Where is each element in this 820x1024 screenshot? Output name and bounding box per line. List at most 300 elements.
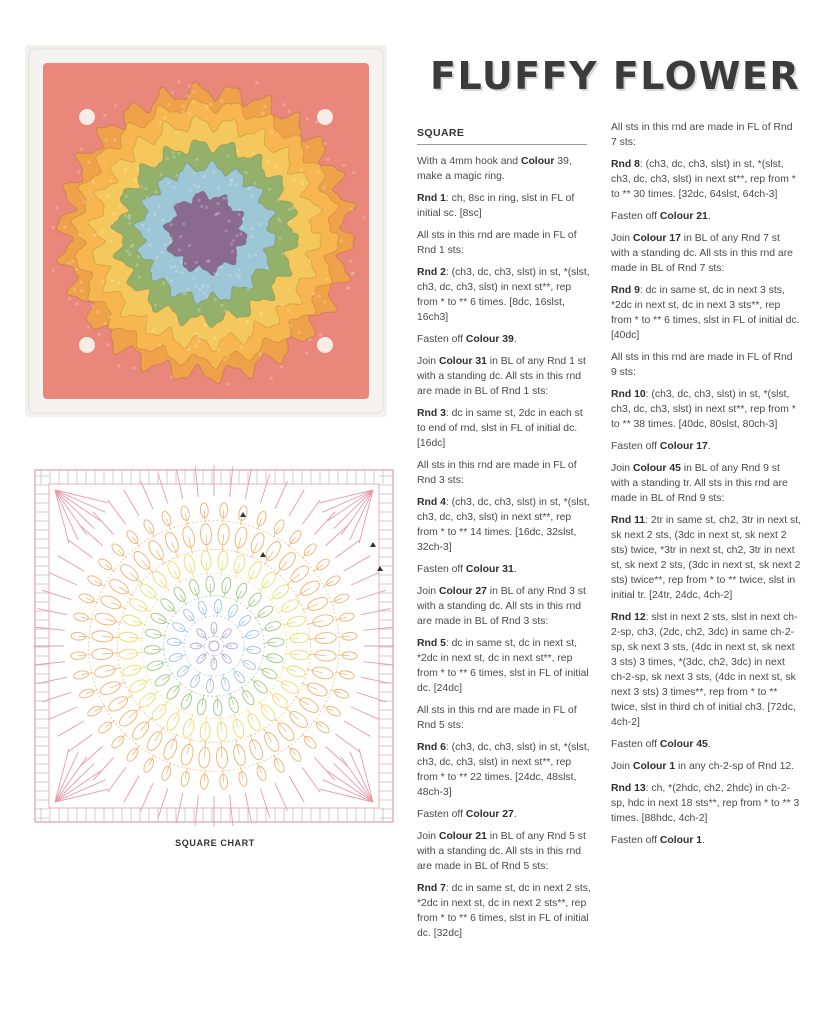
- yarn-texture: [247, 288, 250, 291]
- post-stitch: [105, 619, 122, 623]
- round-label: Rnd 8: [611, 159, 640, 170]
- post-stitch: [220, 633, 226, 639]
- post-stitch: [260, 626, 272, 630]
- text: : (ch3, dc, ch3, slst) in st, *(slst, ch3, dc, ch3, slst) in next st**, rep from * to ** 6 times. [8dc, 16slst, 16ch3]: [417, 267, 590, 323]
- yarn-texture: [182, 105, 185, 108]
- fan-stitch: [302, 500, 320, 525]
- yarn-texture: [308, 259, 311, 262]
- start-marker: [377, 566, 383, 571]
- yarn-texture: [175, 131, 178, 134]
- petal-stitch: [247, 646, 261, 654]
- yarn-texture: [230, 242, 233, 245]
- yarn-texture: [141, 224, 144, 227]
- yarn-texture: [238, 276, 241, 279]
- yarn-texture: [189, 189, 192, 192]
- petal-stitch: [200, 503, 209, 518]
- post-stitch: [230, 692, 234, 704]
- fan-stitch: [34, 662, 64, 665]
- post-stitch: [205, 717, 207, 732]
- fan-stitch: [158, 789, 167, 818]
- petal-stitch: [180, 505, 191, 521]
- post-stitch: [263, 642, 276, 643]
- instructions-column-1: [417, 126, 593, 948]
- petal-stitch: [91, 630, 113, 643]
- yarn-texture: [213, 272, 216, 275]
- yarn-texture: [187, 288, 190, 291]
- fan-stitch: [93, 757, 113, 780]
- yarn-texture: [117, 282, 120, 285]
- post-stitch: [128, 653, 143, 654]
- yarn-texture: [281, 304, 284, 307]
- text: .: [707, 211, 711, 222]
- yarn-texture: [162, 282, 165, 285]
- yarn-texture: [248, 187, 251, 190]
- fan-stitch: [357, 590, 386, 599]
- yarn-texture: [206, 260, 209, 263]
- post-stitch: [275, 719, 286, 732]
- text: Fasten off: [611, 211, 660, 222]
- yarn-texture: [77, 170, 80, 173]
- yarn-texture: [103, 114, 106, 117]
- petal-stitch: [271, 582, 291, 601]
- fan-stitch: [141, 481, 153, 509]
- post-stitch: [335, 672, 347, 675]
- yarn-texture: [107, 343, 110, 346]
- petal-stitch: [217, 551, 228, 570]
- fan-stitch: [42, 692, 71, 701]
- post-stitch: [132, 745, 139, 755]
- yarn-texture: [231, 250, 234, 253]
- fan-stitch: [344, 556, 371, 571]
- yarn-texture: [188, 244, 191, 247]
- post-stitch: [189, 537, 193, 554]
- yarn-texture: [87, 325, 90, 328]
- post-stitch: [221, 560, 223, 575]
- yarn-texture: [235, 183, 238, 186]
- text: Fasten off: [611, 835, 660, 846]
- yarn-texture: [220, 99, 223, 102]
- yarn-texture: [254, 254, 257, 257]
- post-stitch: [118, 734, 126, 742]
- text: Join: [417, 586, 439, 597]
- petal-stitch: [232, 670, 246, 685]
- yarn-texture: [155, 256, 158, 259]
- post-stitch: [155, 727, 164, 741]
- yarn-texture: [78, 234, 81, 237]
- yarn-texture: [246, 320, 249, 323]
- square-chart: [25, 460, 403, 832]
- text: Join: [611, 233, 633, 244]
- text: Fasten off: [417, 564, 466, 575]
- text: All sts in this rnd are made in FL of Rnd 1 sts:: [417, 230, 577, 256]
- yarn-texture: [266, 160, 269, 163]
- post-stitch: [128, 637, 143, 639]
- post-stitch: [259, 580, 269, 592]
- yarn-texture: [163, 116, 166, 119]
- petal-stitch: [200, 551, 211, 570]
- bold-text: Colour 45: [659, 739, 708, 750]
- instruction-paragraph: [417, 636, 593, 696]
- petal-stitch: [287, 708, 310, 730]
- post-stitch: [309, 654, 326, 655]
- petal-stitch: [71, 651, 86, 660]
- petal-stitch: [142, 757, 156, 774]
- post-stitch: [148, 591, 160, 601]
- yarn-texture: [104, 138, 107, 141]
- yarn-texture: [110, 239, 113, 242]
- post-stitch: [129, 573, 142, 584]
- petal-stitch: [257, 604, 275, 620]
- yarn-texture: [152, 329, 155, 332]
- yarn-texture: [164, 243, 167, 246]
- post-stitch: [102, 636, 119, 637]
- post-stitch: [223, 510, 224, 522]
- yarn-texture: [238, 208, 241, 211]
- round-label: Rnd 2: [417, 267, 446, 278]
- post-stitch: [160, 579, 169, 591]
- yarn-texture: [188, 112, 191, 115]
- yarn-texture: [101, 279, 104, 282]
- text: in any ch-2-sp of Rnd 12.: [675, 761, 795, 772]
- yarn-texture: [237, 213, 240, 216]
- yarn-texture: [229, 183, 232, 186]
- yarn-texture: [124, 214, 127, 217]
- post-stitch: [282, 667, 296, 671]
- yarn-texture: [172, 186, 175, 189]
- ring-guide: [164, 596, 265, 697]
- post-stitch: [204, 741, 205, 758]
- yarn-texture: [111, 279, 114, 282]
- text: : (ch3, dc, ch3, slst) in st, *(slst, ch3, dc, ch3, slst) in next st**, rep from * to ** 30 times. [32dc, 64slst, 64ch-3]: [611, 159, 796, 200]
- text: : dc in same st, dc in next 3 sts, *2dc in next st, dc in next 3 sts**, rep from * to ** 6 times, slst in FL of initial dc. [40dc]: [611, 285, 800, 341]
- yarn-texture: [111, 222, 114, 225]
- yarn-texture: [323, 300, 326, 303]
- post-stitch: [262, 656, 275, 659]
- post-stitch: [141, 718, 152, 731]
- post-stitch: [285, 638, 300, 639]
- post-stitch: [185, 513, 188, 525]
- yarn-texture: [124, 168, 127, 171]
- yarn-texture: [51, 226, 54, 229]
- text: : dc in same st, 2dc in each st to end of rnd, slst in FL of initial dc. [16dc]: [417, 408, 583, 449]
- instruction-paragraph: [611, 209, 801, 224]
- yarn-texture: [180, 260, 183, 263]
- post-stitch: [153, 634, 166, 637]
- yarn-texture: [198, 308, 201, 311]
- yarn-texture: [268, 188, 271, 191]
- instruction-paragraph: [611, 513, 801, 603]
- yarn-texture: [260, 312, 263, 315]
- yarn-texture: [55, 207, 58, 210]
- corner-fan-stitch: [334, 763, 373, 802]
- petal-stitch: [94, 611, 117, 627]
- fan-stitch: [49, 573, 77, 585]
- yarn-texture: [129, 245, 132, 248]
- fan-stitch: [80, 746, 103, 766]
- petal-stitch: [86, 704, 103, 718]
- yarn-texture: [171, 91, 174, 94]
- text: : (ch3, dc, ch3, slst) in st, *(slst, ch3, dc, ch3, slst) in next st**, rep from * to ** 14 times. [16dc, 32slst, 32ch-3]: [417, 497, 590, 553]
- fan-stitch: [68, 540, 93, 558]
- post-stitch: [119, 587, 133, 596]
- yarn-texture: [177, 80, 180, 83]
- petal-stitch: [200, 523, 212, 545]
- text: in BL of any Rnd 3 st with a standing dc. All sts in this rnd are made in BL of Rnd 3 sts:: [417, 586, 586, 627]
- text: All sts in this rnd are made in FL of Rnd 3 sts:: [417, 460, 577, 486]
- yarn-texture: [195, 345, 198, 348]
- yarn-texture: [305, 351, 308, 354]
- petal-stitch: [305, 680, 329, 698]
- yarn-texture: [248, 254, 251, 257]
- petal-stitch: [71, 632, 86, 641]
- post-stitch: [338, 655, 350, 656]
- instruction-paragraph: [417, 562, 593, 577]
- post-stitch: [81, 672, 93, 675]
- bold-text: Colour 31: [438, 356, 487, 367]
- post-stitch: [202, 608, 205, 619]
- petal-stitch: [196, 698, 207, 715]
- yarn-texture: [263, 105, 266, 108]
- petal-stitch: [206, 679, 214, 693]
- bold-text: Colour 17: [632, 233, 681, 244]
- yarn-texture: [192, 194, 195, 197]
- yarn-texture: [203, 175, 206, 178]
- text: : 2tr in same st, ch2, 3tr in next st, sk next 2 sts, (3dc in next st, sk next 2 sts) twice, *3tr in next st, ch2, 3tr in next st, sk next 2 sts, (3dc in next st, sk next 2 sts) twice**, rep from * to ** twice, slst in initial tr. [24tr, 24dc, 4ch-2]: [611, 515, 801, 601]
- petal-stitch: [137, 691, 157, 710]
- yarn-texture: [214, 213, 217, 216]
- yarn-texture: [184, 262, 187, 265]
- yarn-texture: [278, 237, 281, 240]
- post-stitch: [147, 691, 159, 700]
- yarn-texture: [117, 364, 120, 367]
- yarn-texture: [169, 236, 172, 239]
- yarn-texture: [223, 358, 226, 361]
- yarn-texture: [217, 186, 220, 189]
- ring-guide: [142, 574, 287, 719]
- fan-stitch: [93, 512, 113, 535]
- post-stitch: [217, 606, 218, 617]
- yarn-texture: [324, 142, 327, 145]
- round-label: Rnd 12: [611, 612, 646, 623]
- instruction-paragraph: [417, 703, 593, 733]
- petal-stitch: [286, 664, 307, 679]
- yarn-texture: [110, 179, 113, 182]
- bold-text: Colour 1: [632, 761, 676, 772]
- post-stitch: [313, 720, 323, 727]
- yarn-texture: [259, 222, 262, 225]
- yarn-texture: [186, 95, 189, 98]
- post-stitch: [288, 537, 295, 547]
- post-stitch: [307, 621, 324, 625]
- petal-stitch: [160, 510, 172, 527]
- petal-stitch: [149, 611, 167, 626]
- start-marker: [240, 512, 246, 517]
- yarn-texture: [155, 162, 158, 165]
- fan-stitch: [314, 757, 334, 780]
- yarn-texture: [205, 295, 208, 298]
- yarn-texture: [198, 335, 201, 338]
- post-stitch: [309, 638, 326, 639]
- start-marker: [260, 552, 266, 557]
- ring-guide: [89, 521, 339, 771]
- petal-stitch: [98, 679, 122, 697]
- bold-text: Colour 1: [659, 835, 703, 846]
- yarn-texture: [349, 259, 352, 262]
- post-stitch: [313, 565, 323, 572]
- yarn-texture: [281, 252, 284, 255]
- yarn-texture: [161, 219, 164, 222]
- yarn-texture: [192, 277, 195, 280]
- post-stitch: [240, 767, 243, 779]
- petal-stitch: [333, 687, 350, 699]
- yarn-texture: [220, 304, 223, 307]
- petal-stitch: [275, 720, 297, 743]
- yarn-texture: [136, 263, 139, 266]
- post-stitch: [235, 564, 239, 578]
- post-stitch: [159, 701, 169, 713]
- yarn-texture: [203, 291, 206, 294]
- fan-stitch: [124, 776, 139, 803]
- petal-stitch: [121, 613, 142, 628]
- text: : ch, 8sc in ring, slst in FL of initial sc. [8sc]: [417, 193, 575, 219]
- post-stitch: [285, 653, 300, 655]
- post-stitch: [221, 717, 222, 732]
- yarn-texture: [172, 151, 175, 154]
- post-stitch: [232, 668, 239, 677]
- text: .: [707, 441, 711, 452]
- fan-stitch: [335, 540, 360, 558]
- bold-text: Colour 31: [465, 564, 514, 575]
- post-stitch: [243, 649, 254, 650]
- fan-stitch: [351, 707, 379, 719]
- petal-stitch: [232, 744, 247, 767]
- petal-stitch: [97, 720, 114, 735]
- round-label: Rnd 9: [611, 285, 640, 296]
- yarn-texture: [255, 81, 258, 84]
- corner-fan-stitch: [55, 490, 94, 529]
- instruction-paragraph: [417, 265, 593, 325]
- yarn-texture: [251, 194, 254, 197]
- yarn-texture: [84, 200, 87, 203]
- yarn-texture: [158, 344, 161, 347]
- yarn-texture: [73, 288, 76, 291]
- petal-stitch: [266, 653, 283, 664]
- round-label: Rnd 11: [611, 515, 646, 526]
- fan-stitch: [58, 556, 85, 571]
- yarn-texture: [225, 229, 228, 232]
- fan-stitch: [42, 590, 71, 599]
- post-stitch: [264, 551, 273, 565]
- yarn-texture: [270, 377, 273, 380]
- yarn-texture: [108, 315, 111, 318]
- yarn-texture: [173, 265, 176, 268]
- instruction-paragraph: [417, 458, 593, 488]
- post-stitch: [242, 634, 253, 637]
- yarn-texture: [220, 266, 223, 269]
- post-stitch: [132, 621, 146, 625]
- yarn-texture: [293, 179, 296, 182]
- petal-stitch: [246, 560, 263, 581]
- fan-stitch: [68, 734, 93, 752]
- post-stitch: [234, 714, 238, 728]
- yarn-texture: [181, 271, 184, 274]
- yarn-texture: [92, 180, 95, 183]
- text: : dc in same st, dc in next st, *2dc in next st, dc in next st**, rep from * to ** 6 times, slst in FL of initial dc. [24dc]: [417, 638, 589, 694]
- text: in BL of any Rnd 9 st with a standing tr. All sts in this rnd are made in BL of Rnd 9 sts:: [611, 463, 788, 504]
- bold-text: Colour: [520, 156, 555, 167]
- corner-hole: [317, 109, 333, 125]
- yarn-texture: [52, 269, 55, 272]
- yarn-texture: [195, 158, 198, 161]
- yarn-texture: [63, 226, 66, 229]
- post-stitch: [185, 767, 188, 779]
- bold-text: Colour 27: [465, 809, 514, 820]
- instruction-paragraph: [417, 332, 593, 347]
- yarn-texture: [317, 170, 320, 173]
- yarn-texture: [282, 103, 285, 106]
- post-stitch: [306, 669, 323, 673]
- post-stitch: [194, 587, 198, 599]
- yarn-texture: [261, 112, 264, 115]
- yarn-texture: [362, 216, 365, 219]
- yarn-texture: [308, 338, 311, 341]
- petal-stitch: [342, 632, 357, 641]
- text: All sts in this rnd are made in FL of Rnd 9 sts:: [611, 352, 793, 378]
- yarn-texture: [112, 212, 115, 215]
- petal-stitch: [125, 529, 140, 546]
- fan-stitch: [195, 795, 198, 825]
- post-stitch: [241, 687, 248, 698]
- post-stitch: [236, 621, 245, 628]
- fan-stitch: [260, 474, 269, 503]
- yarn-texture: [144, 187, 147, 190]
- text: : dc in same st, dc in next 2 sts, *2dc in next st, dc in next 2 sts**, rep from * to ** 6 times, slst in FL of initial dc. [32dc]: [417, 883, 591, 939]
- corner-hole: [79, 109, 95, 125]
- yarn-texture: [241, 217, 244, 220]
- text: .: [702, 835, 705, 846]
- post-stitch: [295, 696, 309, 705]
- fan-stitch: [275, 783, 287, 811]
- petal-stitch: [144, 628, 161, 639]
- petal-stitch: [119, 648, 138, 659]
- petal-stitch: [145, 729, 165, 753]
- post-stitch: [222, 534, 223, 551]
- post-stitch: [206, 560, 207, 575]
- yarn-texture: [147, 228, 150, 231]
- yarn-texture: [111, 229, 114, 232]
- yarn-texture: [140, 185, 143, 188]
- yarn-texture: [226, 355, 229, 358]
- post-stitch: [221, 741, 222, 758]
- yarn-texture: [288, 208, 291, 211]
- instruction-paragraph: [611, 231, 801, 276]
- petal-stitch: [246, 712, 263, 733]
- text: Join: [417, 831, 439, 842]
- yarn-texture: [340, 239, 343, 242]
- instruction-paragraph: [611, 283, 801, 343]
- post-stitch: [189, 714, 193, 728]
- ring-guide: [184, 616, 244, 676]
- fan-stitch: [361, 608, 391, 614]
- yarn-texture: [195, 261, 198, 264]
- yarn-texture: [200, 205, 203, 208]
- yarn-texture: [342, 164, 345, 167]
- yarn-texture: [323, 186, 326, 189]
- petal-stitch: [272, 757, 286, 774]
- petal-stitch: [97, 557, 114, 572]
- yarn-texture: [274, 165, 277, 168]
- post-stitch: [173, 683, 182, 693]
